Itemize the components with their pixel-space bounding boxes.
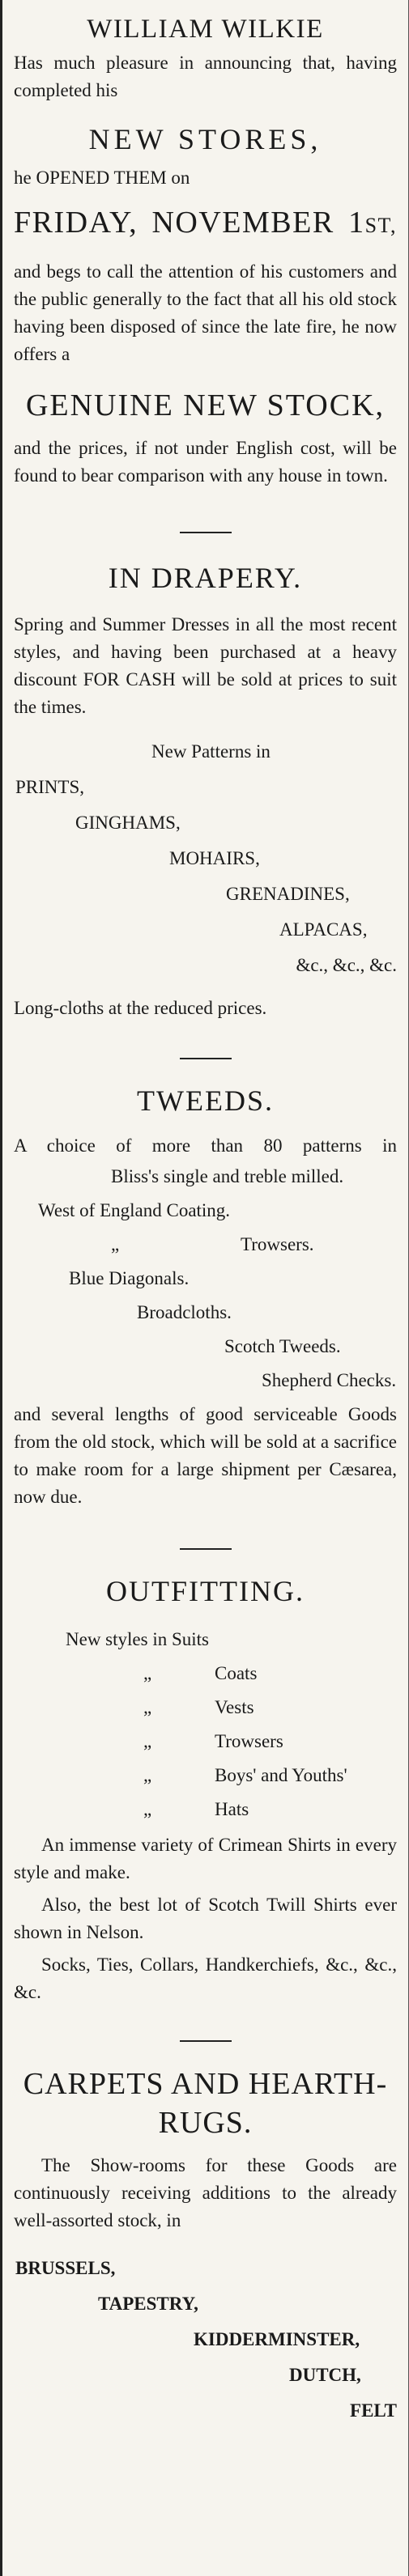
ditto-mark: „: [143, 1765, 152, 1785]
ditto-mark: „: [143, 1663, 152, 1683]
prices-text: and the prices, if not under English cost, will be found to bear comparison with any house in town.: [14, 438, 397, 486]
carpet-item: TAPESTRY,: [98, 2294, 198, 2314]
outfit-item-line: [14, 1657, 397, 1691]
ditto-mark: „: [143, 1697, 152, 1717]
ditto-mark: „: [143, 1731, 152, 1751]
outfit-item-line: [14, 1759, 397, 1793]
date-line: [14, 205, 397, 240]
divider: [180, 1548, 232, 1550]
patterns-intro: New Patterns in: [151, 741, 271, 762]
twill-text: Also, the best lot of Scotch Twill Shirts ever shown in Nelson.: [14, 1895, 397, 1942]
outfit-item: Vests: [215, 1697, 254, 1717]
outfit-item-line: [14, 1725, 397, 1759]
drapery-item: PRINTS,: [15, 777, 84, 797]
carpet-item: DUTCH,: [289, 2365, 361, 2385]
carpet-item: FELT: [350, 2400, 397, 2421]
opened-text: he OPENED THEM on: [14, 168, 190, 188]
carpets-heading: CARPETS AND HEARTH-RUGS.: [23, 2067, 388, 2140]
outfit-item: New styles in Suits: [66, 1629, 209, 1649]
socks-text: Socks, Ties, Collars, Handkerchiefs, &c., &c., &c.: [14, 1954, 397, 2002]
drapery-item: GINGHAMS,: [75, 813, 181, 833]
tweeds-text: A choice of more than 80 patterns in: [14, 1135, 397, 1156]
outfit-item: Hats: [215, 1799, 249, 1819]
merchant-name: WILLIAM WILKIE: [87, 15, 324, 44]
shirts-text: An immense variety of Crimean Shirts in every style and make.: [14, 1835, 397, 1882]
date-main: FRIDAY, NOVEMBER 1: [14, 206, 365, 240]
tweed-item: Trowsers.: [241, 1234, 314, 1254]
drapery-text: Spring and Summer Dresses in all the most recent styles, and having been purchased at a heavy discount FOR CASH will be sold at prices to suit the times.: [14, 614, 397, 717]
attention-text: and begs to call the attention of his customers and the public generally to the fact that all his old stock having been disposed of since the late fire, he now offers a: [14, 261, 397, 364]
drapery-item: ALPACAS,: [279, 919, 368, 940]
tweed-item: Scotch Tweeds.: [224, 1336, 341, 1356]
divider: [180, 532, 232, 533]
ditto-mark: „: [111, 1234, 120, 1254]
drapery-item: &c., &c., &c.: [296, 955, 397, 975]
new-stores-heading: NEW STORES,: [88, 123, 322, 155]
outfit-item: Trowsers: [215, 1731, 283, 1751]
tweeds-text: and several lengths of good serviceable Goods from the old stock, which will be sold at a sacrifice to make room for a large shipment per Cæsarea, now due.: [14, 1404, 397, 1507]
tweeds-text: Bliss's single and treble milled.: [111, 1166, 344, 1186]
carpets-text: The Show-rooms for these Goods are continuously receiving additions to the already well-assorted stock, in: [14, 2155, 397, 2230]
divider: [180, 2040, 232, 2042]
date-suffix: ST,: [364, 214, 397, 237]
carpet-item: BRUSSELS,: [15, 2258, 116, 2278]
outfit-item-line: [14, 1793, 397, 1827]
tweed-item: West of England Coating.: [38, 1200, 231, 1220]
intro-text: Has much pleasure in announcing that, having completed his: [14, 53, 397, 100]
tweed-item: Blue Diagonals.: [69, 1268, 190, 1288]
carpet-item: KIDDERMINSTER,: [194, 2329, 360, 2349]
tweed-item-line: [14, 1228, 397, 1262]
drapery-item: GRENADINES,: [226, 884, 350, 904]
outfit-item: Boys' and Youths': [215, 1765, 347, 1785]
tweeds-heading: TWEEDS.: [137, 1084, 274, 1117]
tweed-item: Shepherd Checks.: [262, 1370, 397, 1390]
drapery-item: MOHAIRS,: [169, 848, 260, 868]
tweed-item: Broadcloths.: [137, 1302, 232, 1322]
genuine-heading: GENUINE NEW STOCK,: [25, 388, 386, 422]
ditto-mark: „: [143, 1799, 152, 1819]
outfitting-heading: OUTFITTING.: [106, 1575, 305, 1607]
drapery-heading: IN DRAPERY.: [108, 562, 303, 594]
divider: [180, 1058, 232, 1059]
outfit-item-line: [14, 1691, 397, 1725]
longcloths-text: Long-cloths at the reduced prices.: [14, 998, 267, 1018]
outfit-item: Coats: [215, 1663, 258, 1683]
